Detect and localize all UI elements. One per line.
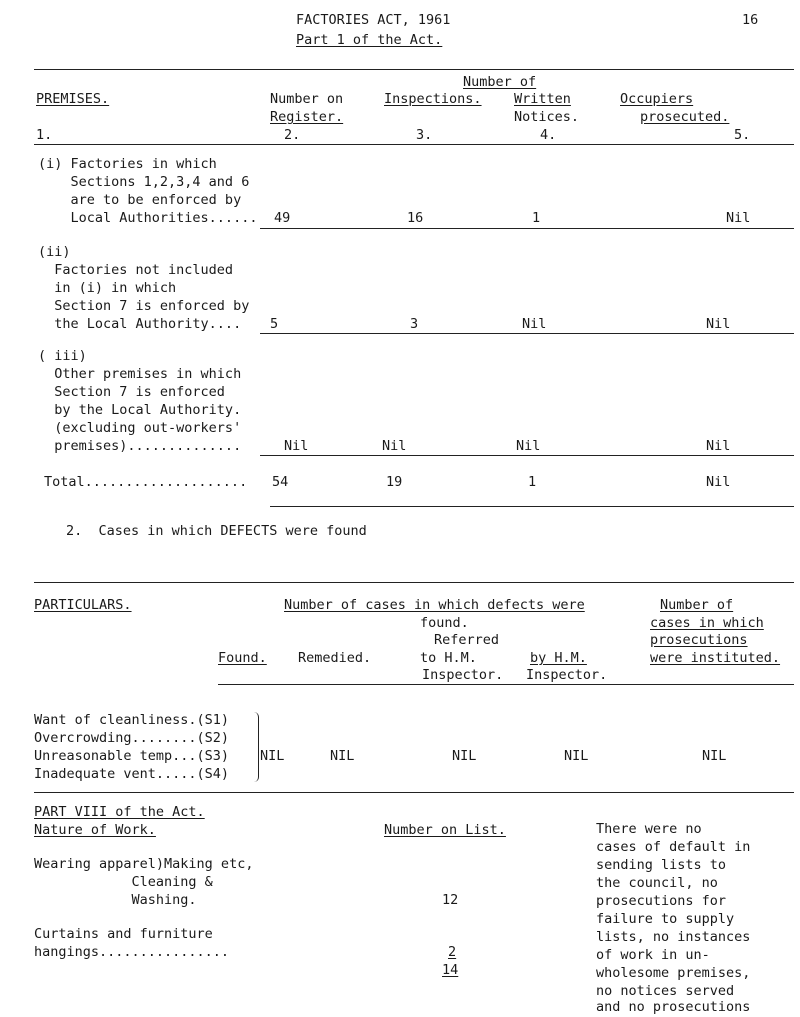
col-notices-header-2: Notices. [514,109,580,125]
value-prosecuted: Nil [726,210,751,226]
section2-title: 2. Cases in which DEFECTS were found [66,523,367,539]
particulars-header: PARTICULARS. [34,597,132,613]
table2-top-rule [34,582,794,583]
part8-title: PART VIII of the Act. [34,804,205,820]
note-line: of work in un- [596,947,710,963]
prosecutions-header-2: cases in which [650,615,764,631]
defect-item: Overcrowding........(S2) [34,730,230,746]
referred-header: Referred [434,632,500,648]
row-rule [260,333,794,334]
value-notices: Nil [522,316,547,332]
col-premises-header: PREMISES. [36,91,110,107]
prosecutions-header-3: prosecutions [650,632,748,648]
note-line: lists, no instances [596,929,751,945]
defects-group-header-2: found. [420,615,469,631]
row-label: Other premises in which [38,366,242,382]
number-on-list-header: Number on List. [384,822,506,838]
row-label: (ii) [38,244,71,260]
note-line: There were no [596,821,702,837]
value-inspections: 16 [407,210,424,226]
table1-bottom-rule [270,506,794,507]
work-item-value: 12 [442,892,459,908]
work-item: Washing. [34,892,197,908]
row-label: in (i) in which [38,280,177,296]
value-notices: Nil [516,438,541,454]
note-line: the council, no [596,875,718,891]
row-label: Local Authorities...... [38,210,258,226]
value-inspections: Nil [382,438,407,454]
row-rule [260,228,794,229]
value-by-hmi: NIL [564,748,589,764]
total-notices: 1 [528,474,537,490]
defects-group-header: Number of cases in which defects were [284,597,585,613]
row-label: ( iii) [38,348,87,364]
row-label: Section 7 is enforced by [38,298,250,314]
prosecutions-header-4: were instituted. [650,650,781,666]
col-number: 2. [284,127,301,143]
page-number: 16 [742,12,759,28]
note-line: wholesome premises, [596,965,751,981]
col-occupiers-header-2: prosecuted. [640,109,730,125]
table2-group-rule [218,684,794,685]
row-label: Sections 1,2,3,4 and 6 [38,174,250,190]
work-item: Curtains and furniture [34,926,213,942]
row-label: are to be enforced by [38,192,242,208]
col-occupiers-header-1: Occupiers [620,91,694,107]
value-inspections: 3 [410,316,419,332]
table2-bottom-rule [34,792,794,793]
document-title: FACTORIES ACT, 1961 [296,12,451,28]
value-register: Nil [284,438,309,454]
work-total: 14 [442,962,459,978]
work-item: Wearing apparel)Making etc, [34,856,254,872]
note-line: failure to supply [596,911,735,927]
document-subtitle: Part 1 of the Act. [296,32,443,48]
value-remedied: NIL [330,748,355,764]
note-line: cases of default in [596,839,751,855]
table1-group-header: Number of [463,74,537,90]
remedied-header: Remedied. [298,650,372,666]
table1-top-rule [34,69,794,70]
inspector-header-1: Inspector. [422,667,504,683]
inspector-header-2: Inspector. [526,667,608,683]
col-register-header-1: Number on [270,91,344,107]
defect-item: Inadequate vent.....(S4) [34,766,230,782]
row-label: Section 7 is enforced [38,384,225,400]
value-prosecutions: NIL [702,748,727,764]
row-label: by the Local Authority. [38,402,242,418]
defect-item: Want of cleanliness.(S1) [34,712,230,728]
col-notices-header-1: Written [514,91,571,107]
row-label: (i) Factories in which [38,156,217,172]
value-to-hmi: NIL [452,748,477,764]
value-prosecuted: Nil [706,316,731,332]
defect-item: Unreasonable temp...(S3) [34,748,230,764]
total-inspections: 19 [386,474,403,490]
defect-items-brace [254,712,259,782]
work-item: Cleaning & [34,874,213,890]
value-found: NIL [260,748,285,764]
to-hmi-header: to H.M. [420,650,477,666]
col-inspections-header: Inspections. [384,91,482,107]
col-number: 1. [36,127,53,143]
found-header: Found. [218,650,267,666]
work-item-value: 2 [448,944,457,960]
col-number: 4. [540,127,557,143]
table1-header-rule [34,144,794,145]
row-label: Factories not included [38,262,234,278]
by-hmi-header: by H.M. [530,650,587,666]
row-label: (excluding out-workers' [38,420,242,436]
work-item: hangings................ [34,944,230,960]
note-line: and no prosecutions [596,999,751,1015]
col-register-header-2: Register. [270,109,344,125]
value-register: 49 [274,210,291,226]
row-label: premises).............. [38,438,242,454]
total-label: Total.................... [44,474,248,490]
note-line: no notices served [596,983,735,999]
value-prosecuted: Nil [706,438,731,454]
prosecutions-header-1: Number of [660,597,734,613]
col-number: 5. [734,127,751,143]
row-label: the Local Authority.... [38,316,242,332]
total-prosecuted: Nil [706,474,731,490]
value-register: 5 [270,316,279,332]
total-register: 54 [272,474,289,490]
value-notices: 1 [532,210,541,226]
col-number: 3. [416,127,433,143]
row-rule [260,455,794,456]
note-line: sending lists to [596,857,727,873]
nature-of-work-header: Nature of Work. [34,822,156,838]
note-line: prosecutions for [596,893,727,909]
